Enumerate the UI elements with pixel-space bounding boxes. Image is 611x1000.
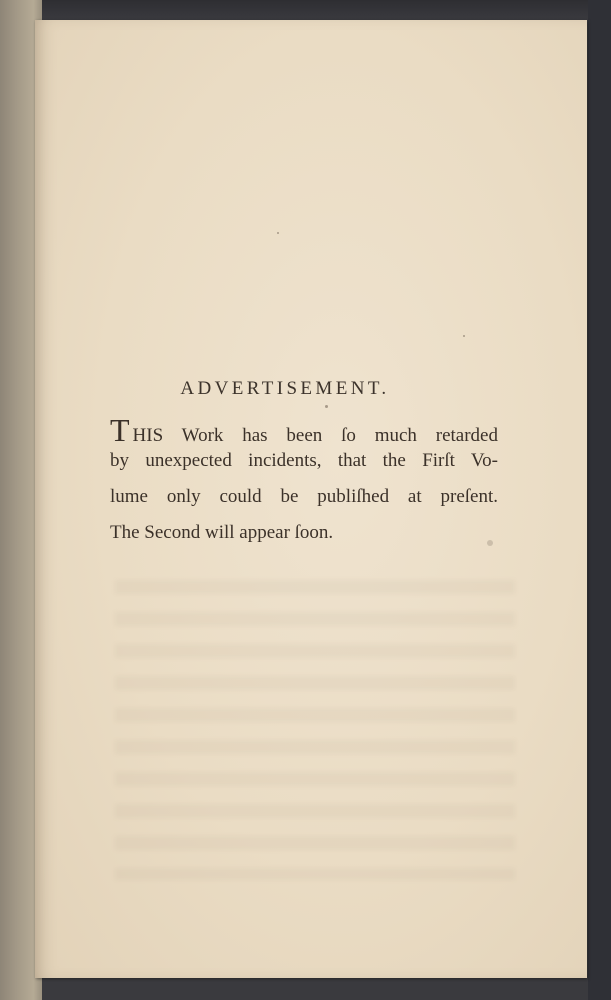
paper-speck <box>277 232 279 234</box>
text-line-2 <box>110 450 498 486</box>
bleed-through-text <box>115 580 515 880</box>
drop-cap: T <box>110 412 130 448</box>
photo-backdrop-top <box>0 0 611 22</box>
text-line-1 <box>110 414 498 450</box>
photo-backdrop-right <box>588 0 611 1000</box>
advertisement-paragraph <box>110 414 498 558</box>
page-heading: ADVERTISEMENT. <box>180 378 390 399</box>
line-1-text: HIS Work has been ſo much retarded <box>132 425 498 446</box>
paper-speck <box>463 335 465 337</box>
line-2-text: by unexpected incidents, that the Firſt Vo- <box>110 450 498 471</box>
line-4-text: The Second will appear ſoon. <box>110 522 334 543</box>
text-line-3 <box>110 486 498 522</box>
book-page <box>35 20 587 978</box>
paper-speck <box>325 405 328 408</box>
line-3-text: lume only could be publiſhed at preſent. <box>110 486 498 507</box>
text-line-4 <box>110 522 498 558</box>
